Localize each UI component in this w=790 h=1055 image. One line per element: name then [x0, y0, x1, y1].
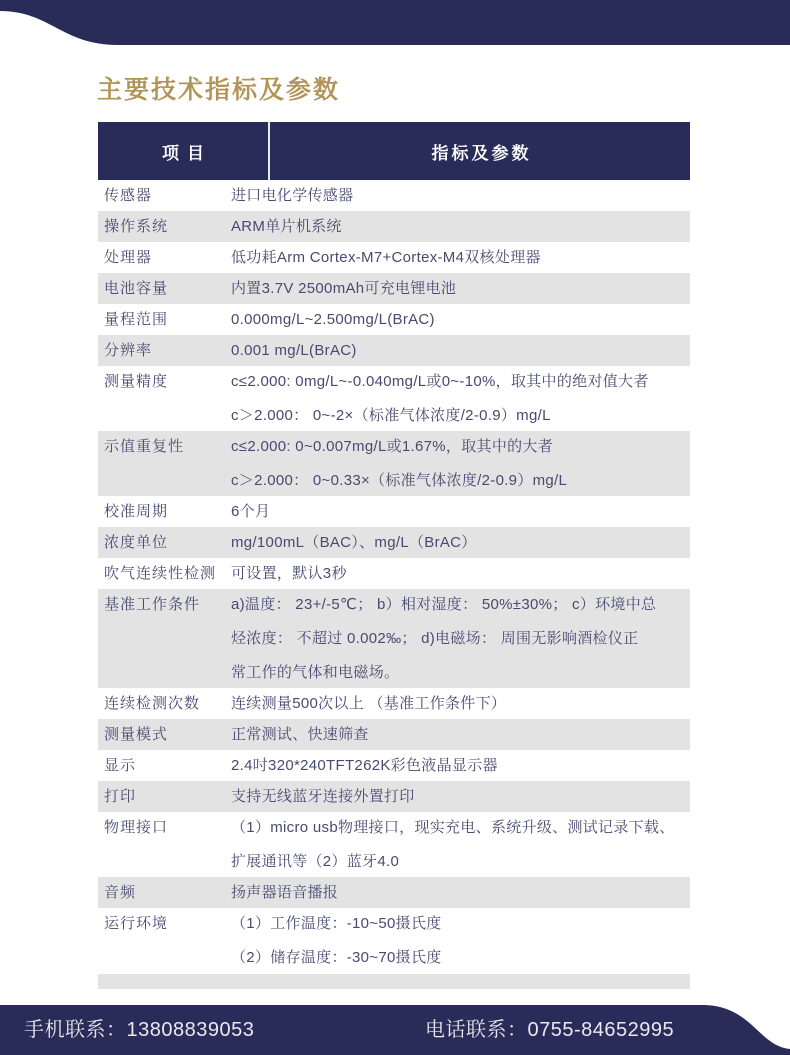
row-label: 打印 — [104, 787, 137, 805]
row-label: 测量模式 — [104, 725, 169, 743]
footer-bar — [0, 1003, 790, 1055]
table-body — [98, 180, 690, 973]
row-value-line: c≤2.000: 0~0.007mg/L或1.67%，取其中的大者 — [231, 437, 554, 455]
row-value — [231, 278, 690, 300]
row-value — [231, 882, 690, 904]
row-value-line: 内置3.7V 2500mAh可充电锂电池 — [231, 279, 457, 297]
table-row — [98, 431, 690, 496]
row-value-line: （1）micro usb物理接口，现实充电、系统升级、测试记录下载、 — [231, 818, 675, 836]
row-value — [231, 532, 690, 554]
row-value-line: 扩展通讯等（2）蓝牙4.0 — [231, 852, 400, 870]
table-row — [98, 688, 690, 719]
row-label: 传感器 — [104, 186, 153, 204]
row-label: 连续检测次数 — [104, 694, 201, 712]
row-label: 示值重复性 — [104, 437, 185, 455]
row-label: 吹气连续性检测 — [104, 564, 217, 582]
row-value-line: 0.001 mg/L(BrAC) — [231, 341, 357, 359]
row-value — [231, 340, 690, 362]
row-label: 运行环境 — [104, 914, 169, 932]
row-value-line: c＞2.000： 0~0.33×（标准气体浓度/2-0.9）mg/L — [231, 471, 568, 489]
spec-table — [98, 122, 690, 989]
row-value-line: 支持无线蓝牙连接外置打印 — [231, 787, 415, 805]
row-value-line: a)温度： 23+/-5℃； b）相对湿度： 50%±30%； c）环境中总 — [231, 595, 657, 613]
row-label: 音频 — [104, 883, 137, 901]
table-row — [98, 877, 690, 908]
table-row — [98, 527, 690, 558]
table-row — [98, 242, 690, 273]
top-swoosh-decoration — [0, 0, 790, 50]
table-header — [98, 122, 690, 180]
row-label: 显示 — [104, 756, 137, 774]
row-value — [231, 436, 690, 492]
row-value — [231, 309, 690, 331]
table-row — [98, 366, 690, 431]
table-row — [98, 908, 690, 973]
table-row — [98, 211, 690, 242]
row-value-line: 连续测量500次以上 （基准工作条件下） — [231, 694, 507, 712]
row-value — [231, 786, 690, 808]
row-value-line: 扬声器语音播报 — [231, 883, 339, 901]
row-label: 电池容量 — [104, 279, 169, 297]
row-value — [231, 185, 690, 207]
table-row — [98, 750, 690, 781]
row-label: 处理器 — [104, 248, 153, 266]
row-label: 浓度单位 — [104, 533, 169, 551]
row-value-line: 6个月 — [231, 502, 271, 520]
table-row — [98, 719, 690, 750]
table-row — [98, 304, 690, 335]
table-row — [98, 335, 690, 366]
row-value — [231, 693, 690, 715]
row-value-line: 0.000mg/L~2.500mg/L(BrAC) — [231, 310, 435, 328]
row-value-line: 常工作的气体和电磁场。 — [231, 663, 400, 681]
row-value-line: 烃浓度： 不超过 0.002‰； d)电磁场： 周围无影响酒检仪正 — [231, 629, 639, 647]
row-value — [231, 216, 690, 238]
table-row — [98, 781, 690, 812]
row-value — [231, 913, 690, 969]
row-value-line: 正常测试、快速筛查 — [231, 725, 369, 743]
table-row — [98, 812, 690, 877]
row-value — [231, 755, 690, 777]
row-label: 测量精度 — [104, 372, 169, 390]
row-label: 校准周期 — [104, 502, 169, 520]
empty-row — [98, 974, 690, 989]
row-value-line: （2）储存温度：-30~70摄氏度 — [231, 948, 442, 966]
row-label: 物理接口 — [104, 818, 169, 836]
row-value — [231, 594, 690, 684]
row-value-line: 进口电化学传感器 — [231, 186, 354, 204]
row-value — [231, 817, 690, 873]
row-value-line: 可设置，默认3秒 — [231, 564, 347, 582]
row-label: 基准工作条件 — [104, 595, 201, 613]
table-row — [98, 496, 690, 527]
row-value — [231, 563, 690, 585]
row-value-line: （1）工作温度：-10~50摄氏度 — [231, 914, 442, 932]
table-row — [98, 589, 690, 688]
row-value — [231, 501, 690, 523]
header-col-params: 指标及参数 — [431, 143, 532, 163]
phone-contact: 电话联系：0755-84652995 — [425, 1019, 675, 1041]
header-col-item: 项目 — [98, 122, 270, 180]
page-title: 主要技术指标及参数 — [97, 76, 341, 104]
row-value-line: 2.4吋320*240TFT262K彩色液晶显示器 — [231, 756, 498, 774]
row-value-line: c≤2.000: 0mg/L~-0.040mg/L或0~-10%，取其中的绝对值大者 — [231, 372, 649, 390]
row-label: 操作系统 — [104, 217, 169, 235]
table-row — [98, 273, 690, 304]
row-value-line: mg/100mL（BAC）、mg/L（BrAC） — [231, 533, 477, 551]
row-label: 分辨率 — [104, 341, 153, 359]
table-row — [98, 558, 690, 589]
row-label: 量程范围 — [104, 310, 169, 328]
mobile-contact: 手机联系：13808839053 — [24, 1019, 255, 1041]
row-value — [231, 371, 690, 427]
row-value-line: 低功耗Arm Cortex-M7+Cortex-M4双核处理器 — [231, 248, 541, 266]
row-value-line: c＞2.000： 0~-2×（标准气体浓度/2-0.9）mg/L — [231, 406, 551, 424]
row-value-line: ARM单片机系统 — [231, 217, 342, 235]
row-value — [231, 724, 690, 746]
row-value — [231, 247, 690, 269]
table-row — [98, 180, 690, 211]
